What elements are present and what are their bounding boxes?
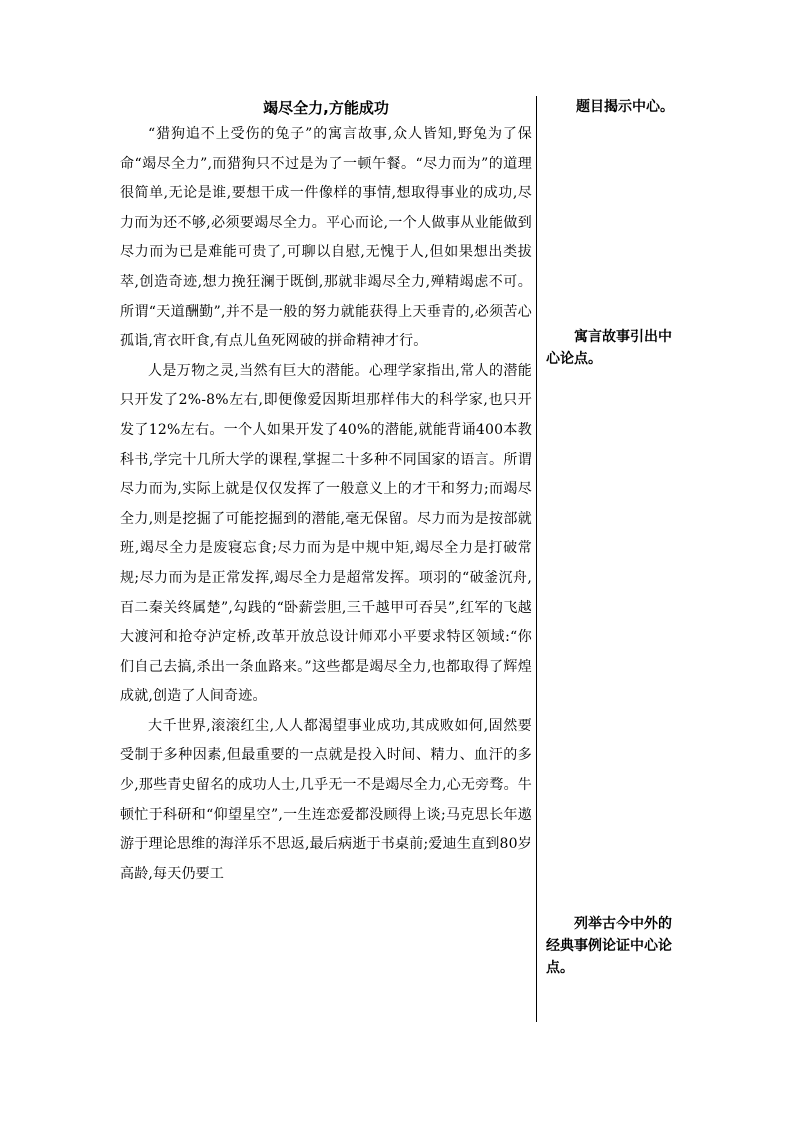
essay-paragraph-3: 大千世界,滚滚红尘,人人都渴望事业成功,其成败如何,固然要受制于多种因素,但最重要的一点就是投入时间、精力、血汗的多少,那些青史留名的成功人士,几乎无一不是竭尽全力,心无旁骛。牛顿忙于科研和“仰望星空”,一生连恋爱都没顾得上谈;马克思长年遨游于理论思维的海洋乐不思返,最后病逝于书桌前;爱迪生直到80岁高龄,每天仍要工 [120,717,532,882]
essay-body [120,96,532,889]
annotation-examples: 列举古今中外的经典事例论证中心论点。 [546,916,672,976]
annotation-title: 题目揭示中心。 [576,99,674,115]
annotation-fable: 寓言故事引出中心论点。 [546,329,672,367]
column-divider [536,96,537,1022]
essay-paragraph-1: “猎狗追不上受伤的兔子”的寓言故事,众人皆知,野兔为了保命“竭尽全力”,而猎狗只不过是为了一顿午餐。“尽力而为”的道理很简单,无论是谁,要想干成一件像样的事情,想取得事业的成功,尽力而为还不够,必须要竭尽全力。平心而论,一个人做事从业能做到尽力而为已是难能可贵了,可聊以自慰,无愧于人,但如果想出类拔萃,创造奇迹,想力挽狂澜于既倒,那就非竭尽全力,殚精竭虑不可。所谓“天道酬勤”,并不是一般的努力就能获得上天垂青的,必须苦心孤诣,宵衣旰食,有点儿鱼死网破的拼命精神才行。 [120,126,532,350]
essay-title: 竭尽全力,方能成功 [263,99,389,117]
essay-paragraph-2: 人是万物之灵,当然有巨大的潜能。心理学家指出,常人的潜能只开发了2%-8%左右,即便像爱因斯坦那样伟大的科学家,也只开发了12%左右。一个人如果开发了40%的潜能,就能背诵400本教科书,学完十几所大学的课程,掌握二十多种不同国家的语言。所谓尽力而为,实际上就是仅仅发挥了一般意义上的才干和努力;而竭尽全力,则是挖掘了可能挖掘到的潜能,毫无保留。尽力而为是按部就班,竭尽全力是废寝忘食;尽力而为是中规中矩,竭尽全力是打破常规;尽力而为是正常发挥,竭尽全力是超常发挥。项羽的“破釜沉舟,百二秦关终属楚”,勾践的“卧薪尝胆,三千越甲可吞吴”,红军的飞越大渡河和抢夺泸定桥,改革开放总设计师邓小平要求特区领域:“你们自己去搞,杀出一条血路来。”这些都是竭尽全力,也都取得了辉煌成就,创造了人间奇迹。 [120,362,532,705]
